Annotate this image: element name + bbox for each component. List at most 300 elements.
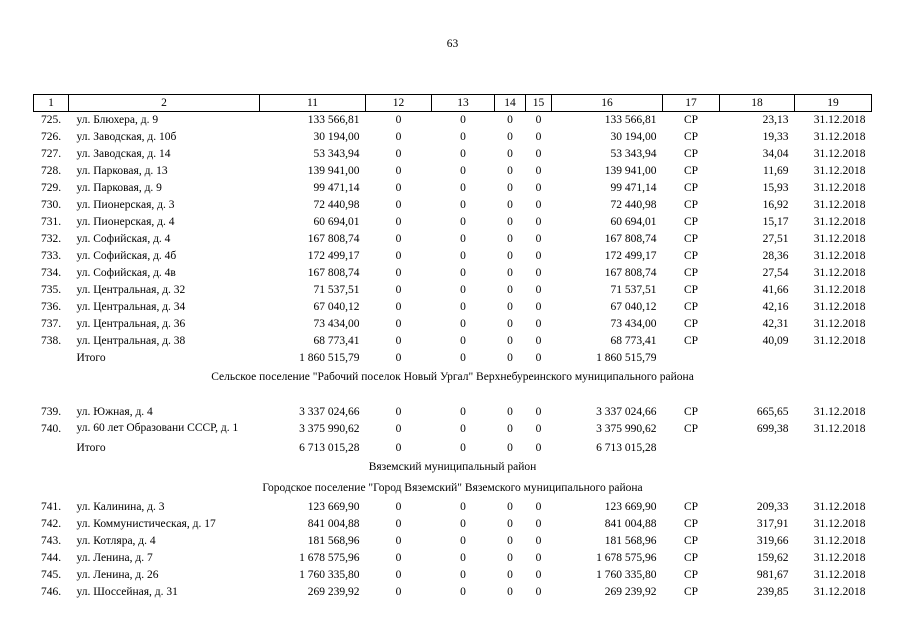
col-11-value: 181 568,96 <box>307 535 360 547</box>
col-11-value: 123 669,90 <box>307 501 360 513</box>
col-12-value: 0 <box>395 318 402 330</box>
col-13-value: 0 <box>460 552 466 564</box>
row-number: 726. <box>40 131 62 143</box>
col-11-value: 3 375 990,62 <box>299 423 360 435</box>
col-17-value: СР <box>683 114 699 126</box>
col-14-value: 0 <box>507 165 513 177</box>
address: ул. Пионерская, д. 4 <box>76 216 175 228</box>
col-18-value: 27,51 <box>762 233 789 245</box>
row-number: 727. <box>40 148 62 160</box>
address: ул. Парковая, д. 13 <box>76 165 168 177</box>
col-15-value: 0 <box>535 148 542 160</box>
col-17-value: СР <box>683 535 699 547</box>
col-13-value: 0 <box>460 352 466 364</box>
col-18-value: 42,16 <box>762 301 789 313</box>
column-header-18: 18 <box>720 95 795 112</box>
col-17-value: СР <box>683 406 699 418</box>
col-11-value: 167 808,74 <box>307 267 360 279</box>
col-19-value: 31.12.2018 <box>813 216 866 228</box>
col-13-value: 0 <box>460 501 466 513</box>
col-18-value: 209,33 <box>756 501 789 513</box>
col-15-value: 0 <box>535 199 542 211</box>
address: ул. Центральная, д. 34 <box>76 301 186 313</box>
col-12-value: 0 <box>395 335 402 347</box>
col-19-value: 31.12.2018 <box>813 284 866 296</box>
col-16-value: 3 337 024,66 <box>596 406 657 418</box>
table-body <box>34 112 872 602</box>
col-15-value: 0 <box>535 335 542 347</box>
col-16-value: 6 713 015,28 <box>596 442 657 454</box>
col-11-value: 6 713 015,28 <box>299 442 360 454</box>
col-11-value: 139 941,00 <box>307 165 360 177</box>
col-12-value: 0 <box>395 267 402 279</box>
col-13-value: 0 <box>460 301 466 313</box>
col-11-value: 71 537,51 <box>313 284 360 296</box>
col-19-value: 31.12.2018 <box>813 267 866 279</box>
col-13-value: 0 <box>460 250 466 262</box>
col-18-value: 699,38 <box>756 423 789 435</box>
col-17-value: СР <box>683 182 699 194</box>
row-number: 734. <box>40 267 62 279</box>
col-13-value: 0 <box>460 131 466 143</box>
col-14-value: 0 <box>507 284 513 296</box>
col-15-value: 0 <box>535 586 542 598</box>
page-number: 63 <box>446 38 459 50</box>
col-14-value: 0 <box>507 406 513 418</box>
col-12-value: 0 <box>395 165 402 177</box>
col-14-value: 0 <box>507 569 513 581</box>
col-17-value: СР <box>683 148 699 160</box>
col-14-value: 0 <box>507 199 513 211</box>
col-19-value: 31.12.2018 <box>813 318 866 330</box>
col-13-value: 0 <box>460 233 466 245</box>
col-18-value: 41,66 <box>762 284 789 296</box>
col-16-value: 30 194,00 <box>610 131 657 143</box>
row-number: 731. <box>40 216 62 228</box>
col-15-value: 0 <box>535 165 542 177</box>
col-11-value: 1 760 335,80 <box>299 569 360 581</box>
col-19-value: 31.12.2018 <box>813 501 866 513</box>
column-header-2: 2 <box>69 95 260 112</box>
address: ул. Парковая, д. 9 <box>76 182 162 194</box>
col-14-value: 0 <box>507 301 513 313</box>
col-18-value: 42,31 <box>762 318 789 330</box>
col-17-value <box>663 350 720 367</box>
col-16-value: 1 860 515,79 <box>596 352 657 364</box>
col-18-value: 11,69 <box>763 165 789 177</box>
row-number: 725. <box>40 114 62 126</box>
table-row <box>34 421 872 440</box>
col-14-value: 0 <box>507 442 513 454</box>
col-11-value: 73 434,00 <box>313 318 360 330</box>
col-11-value: 172 499,17 <box>307 250 360 262</box>
col-16-value: 269 239,92 <box>604 586 657 598</box>
table-row <box>34 333 872 350</box>
col-15-value: 0 <box>535 535 542 547</box>
col-16-value: 67 040,12 <box>610 301 657 313</box>
col-11-value: 72 440,98 <box>313 199 360 211</box>
col-15-value: 0 <box>535 442 542 454</box>
col-19-value: 31.12.2018 <box>813 552 866 564</box>
col-18-value: 23,13 <box>762 114 789 126</box>
col-19-value: 31.12.2018 <box>813 165 866 177</box>
address: ул. Пионерская, д. 3 <box>76 199 175 211</box>
col-14-value: 0 <box>507 552 513 564</box>
col-18-value: 19,33 <box>762 131 789 143</box>
col-19-value: 31.12.2018 <box>813 335 866 347</box>
col-14-value: 0 <box>507 518 513 530</box>
col-17-value: СР <box>683 518 699 530</box>
col-19-value: 31.12.2018 <box>813 535 866 547</box>
col-13-value: 0 <box>460 216 466 228</box>
col-19-value: 31.12.2018 <box>813 233 866 245</box>
col-19-value <box>795 350 872 367</box>
col-13-value: 0 <box>460 182 466 194</box>
col-19-value: 31.12.2018 <box>813 301 866 313</box>
section-heading: Городское поселение "Город Вяземский" Вяземского муниципального района <box>262 482 643 494</box>
column-header-14: 14 <box>495 95 526 112</box>
col-12-value: 0 <box>395 352 402 364</box>
col-16-value: 72 440,98 <box>610 199 657 211</box>
col-11-value: 167 808,74 <box>307 233 360 245</box>
col-14-value: 0 <box>507 335 513 347</box>
column-header-12: 12 <box>366 95 432 112</box>
address: ул. Блюхера, д. 9 <box>76 114 159 126</box>
col-15-value: 0 <box>535 301 542 313</box>
col-16-value: 1 760 335,80 <box>596 569 657 581</box>
col-13-value: 0 <box>460 406 466 418</box>
col-13-value: 0 <box>460 114 466 126</box>
col-15-value: 0 <box>535 406 542 418</box>
row-number: 733. <box>40 250 62 262</box>
row-number: 741. <box>40 501 62 513</box>
row-number: 736. <box>40 301 62 313</box>
address: ул. Заводская, д. 14 <box>76 148 171 160</box>
col-14-value: 0 <box>507 586 513 598</box>
col-18-value: 15,17 <box>762 216 789 228</box>
col-12-value: 0 <box>395 199 402 211</box>
col-11-value: 133 566,81 <box>307 114 360 126</box>
col-17-value: СР <box>683 250 699 262</box>
col-11-value: 99 471,14 <box>313 182 360 194</box>
table-row <box>34 180 872 197</box>
col-12-value: 0 <box>395 586 402 598</box>
col-16-value: 73 434,00 <box>610 318 657 330</box>
col-15-value: 0 <box>535 569 542 581</box>
address: ул. Заводская, д. 10б <box>76 131 177 143</box>
table-row <box>34 550 872 567</box>
row-number: 742. <box>40 518 62 530</box>
col-13-value: 0 <box>460 569 466 581</box>
col-19-value <box>795 440 872 457</box>
col-13-value: 0 <box>460 335 466 347</box>
col-14-value: 0 <box>507 216 513 228</box>
col-19-value: 31.12.2018 <box>813 199 866 211</box>
column-header-13: 13 <box>432 95 495 112</box>
column-header-11: 11 <box>260 95 366 112</box>
col-14-value: 0 <box>507 182 513 194</box>
col-14-value: 0 <box>507 501 513 513</box>
col-13-value: 0 <box>460 165 466 177</box>
col-14-value: 0 <box>507 131 513 143</box>
col-15-value: 0 <box>535 518 542 530</box>
col-15-value: 0 <box>535 182 542 194</box>
col-15-value: 0 <box>535 114 542 126</box>
col-13-value: 0 <box>460 148 466 160</box>
col-18-value: 28,36 <box>762 250 789 262</box>
col-12-value: 0 <box>395 216 402 228</box>
col-14-value: 0 <box>507 352 513 364</box>
table-row <box>34 265 872 282</box>
col-13-value: 0 <box>460 199 466 211</box>
col-15-value: 0 <box>535 131 542 143</box>
col-16-value: 123 669,90 <box>604 501 657 513</box>
col-11-value: 3 337 024,66 <box>299 406 360 418</box>
address: Итого <box>76 352 106 364</box>
row-number <box>34 440 69 457</box>
col-14-value: 0 <box>507 318 513 330</box>
table-row <box>34 129 872 146</box>
address: ул. Котляра, д. 4 <box>76 535 156 547</box>
col-17-value: СР <box>683 165 699 177</box>
address: ул. Софийская, д. 4б <box>76 250 177 262</box>
address: ул. Центральная, д. 32 <box>76 284 186 296</box>
col-19-value: 31.12.2018 <box>813 423 866 435</box>
col-18-value <box>720 440 795 457</box>
column-header-19: 19 <box>795 95 872 112</box>
col-12-value: 0 <box>395 182 402 194</box>
col-14-value: 0 <box>507 267 513 279</box>
col-11-value: 68 773,41 <box>313 335 360 347</box>
table-row <box>34 533 872 550</box>
col-12-value: 0 <box>395 552 402 564</box>
col-15-value: 0 <box>535 284 542 296</box>
col-15-value: 0 <box>535 552 542 564</box>
col-15-value: 0 <box>535 250 542 262</box>
row-number: 728. <box>40 165 62 177</box>
col-12-value: 0 <box>395 442 402 454</box>
col-19-value: 31.12.2018 <box>813 114 866 126</box>
address: ул. Ленина, д. 7 <box>76 552 153 564</box>
col-16-value: 1 678 575,96 <box>596 552 657 564</box>
col-11-value: 1 860 515,79 <box>299 352 360 364</box>
col-14-value: 0 <box>507 535 513 547</box>
col-16-value: 71 537,51 <box>610 284 657 296</box>
col-15-value: 0 <box>535 318 542 330</box>
col-12-value: 0 <box>395 518 402 530</box>
address: ул. Софийская, д. 4в <box>76 267 176 279</box>
address: ул. 60 лет Образовани СССР, д. 1 <box>76 422 239 434</box>
section-heading-row <box>34 367 872 388</box>
row-number: 730. <box>40 199 62 211</box>
col-17-value: СР <box>683 267 699 279</box>
col-18-value: 239,85 <box>756 586 789 598</box>
table-row <box>34 516 872 533</box>
col-18-value: 16,92 <box>762 199 789 211</box>
col-19-value: 31.12.2018 <box>813 148 866 160</box>
column-header-16: 16 <box>552 95 663 112</box>
col-19-value: 31.12.2018 <box>813 182 866 194</box>
column-header-15: 15 <box>526 95 552 112</box>
address: Итого <box>76 442 106 454</box>
col-11-value: 841 004,88 <box>307 518 360 530</box>
row-number: 740. <box>40 423 62 435</box>
col-11-value: 269 239,92 <box>307 586 360 598</box>
address: ул. Ленина, д. 26 <box>76 569 159 581</box>
table-row <box>34 248 872 265</box>
col-17-value: СР <box>683 233 699 245</box>
table-row <box>34 146 872 163</box>
col-12-value: 0 <box>395 250 402 262</box>
row-number: 735. <box>40 284 62 296</box>
col-17-value: СР <box>683 284 699 296</box>
col-12-value: 0 <box>395 501 402 513</box>
col-14-value: 0 <box>507 114 513 126</box>
col-16-value: 181 568,96 <box>604 535 657 547</box>
row-number: 738. <box>40 335 62 347</box>
table-row <box>34 163 872 180</box>
col-17-value: СР <box>683 569 699 581</box>
address: ул. Центральная, д. 38 <box>76 335 186 347</box>
col-17-value: СР <box>683 301 699 313</box>
address: ул. Калинина, д. 3 <box>76 501 165 513</box>
col-16-value: 167 808,74 <box>604 233 657 245</box>
col-16-value: 172 499,17 <box>604 250 657 262</box>
col-16-value: 841 004,88 <box>604 518 657 530</box>
col-19-value: 31.12.2018 <box>813 569 866 581</box>
col-12-value: 0 <box>395 301 402 313</box>
col-16-value: 3 375 990,62 <box>596 423 657 435</box>
col-18-value: 981,67 <box>756 569 789 581</box>
column-header-17: 17 <box>663 95 720 112</box>
total-row <box>34 350 872 367</box>
col-16-value: 53 343,94 <box>610 148 657 160</box>
col-11-value: 30 194,00 <box>313 131 360 143</box>
col-11-value: 1 678 575,96 <box>299 552 360 564</box>
col-12-value: 0 <box>395 423 402 435</box>
row-number: 739. <box>40 406 62 418</box>
col-14-value: 0 <box>507 233 513 245</box>
col-12-value: 0 <box>395 114 402 126</box>
col-12-value: 0 <box>395 284 402 296</box>
register-table-container <box>33 94 871 601</box>
row-number: 743. <box>40 535 62 547</box>
col-12-value: 0 <box>395 569 402 581</box>
col-17-value: СР <box>683 318 699 330</box>
col-16-value: 167 808,74 <box>604 267 657 279</box>
col-17-value: СР <box>683 335 699 347</box>
section-heading: Сельское поселение "Рабочий поселок Новый Ургал" Верхнебуреинского муниципального района <box>211 371 694 383</box>
col-17-value: СР <box>683 216 699 228</box>
col-11-value: 60 694,01 <box>313 216 360 228</box>
table-row <box>34 404 872 421</box>
table-row <box>34 499 872 516</box>
col-17-value: СР <box>683 501 699 513</box>
col-12-value: 0 <box>395 535 402 547</box>
col-12-value: 0 <box>395 148 402 160</box>
address: ул. Центральная, д. 36 <box>76 318 186 330</box>
row-number: 745. <box>40 569 62 581</box>
row-number: 744. <box>40 552 62 564</box>
col-12-value: 0 <box>395 233 402 245</box>
spacer-row <box>34 388 872 404</box>
col-14-value: 0 <box>507 250 513 262</box>
spacer-cell <box>34 388 872 404</box>
col-11-value: 67 040,12 <box>313 301 360 313</box>
col-15-value: 0 <box>535 233 542 245</box>
col-12-value: 0 <box>395 131 402 143</box>
col-19-value: 31.12.2018 <box>813 406 866 418</box>
col-13-value: 0 <box>460 267 466 279</box>
col-19-value: 31.12.2018 <box>813 586 866 598</box>
address: ул. Южная, д. 4 <box>76 406 153 418</box>
table-row <box>34 112 872 130</box>
section-heading: Вяземский муниципальный район <box>368 461 537 473</box>
col-16-value: 60 694,01 <box>610 216 657 228</box>
row-number: 729. <box>40 182 62 194</box>
section-heading-row <box>34 457 872 478</box>
col-19-value: 31.12.2018 <box>813 518 866 530</box>
col-18-value: 159,62 <box>756 552 789 564</box>
col-12-value: 0 <box>395 406 402 418</box>
col-19-value: 31.12.2018 <box>813 131 866 143</box>
col-16-value: 99 471,14 <box>610 182 657 194</box>
table-row <box>34 316 872 333</box>
col-18-value: 665,65 <box>756 406 789 418</box>
col-17-value: СР <box>683 552 699 564</box>
col-15-value: 0 <box>535 267 542 279</box>
table-row <box>34 567 872 584</box>
col-13-value: 0 <box>460 318 466 330</box>
address: ул. Софийская, д. 4 <box>76 233 171 245</box>
col-13-value: 0 <box>460 442 466 454</box>
table-row <box>34 231 872 248</box>
col-14-value: 0 <box>507 423 513 435</box>
col-16-value: 139 941,00 <box>604 165 657 177</box>
column-header-1: 1 <box>34 95 69 112</box>
column-header-row <box>34 95 872 112</box>
col-18-value <box>720 350 795 367</box>
address: ул. Шоссейная, д. 31 <box>76 586 178 598</box>
col-13-value: 0 <box>460 284 466 296</box>
register-table <box>33 94 872 601</box>
table-row <box>34 282 872 299</box>
table-row <box>34 299 872 316</box>
table-row <box>34 584 872 601</box>
col-13-value: 0 <box>460 535 466 547</box>
col-18-value: 27,54 <box>762 267 789 279</box>
table-row <box>34 214 872 231</box>
col-17-value <box>663 440 720 457</box>
col-16-value: 68 773,41 <box>610 335 657 347</box>
address: ул. Коммунистическая, д. 17 <box>76 518 216 530</box>
col-13-value: 0 <box>460 586 466 598</box>
col-11-value: 53 343,94 <box>313 148 360 160</box>
col-14-value: 0 <box>507 148 513 160</box>
col-13-value: 0 <box>460 518 466 530</box>
col-18-value: 319,66 <box>756 535 789 547</box>
col-18-value: 15,93 <box>762 182 789 194</box>
col-16-value: 133 566,81 <box>604 114 657 126</box>
section-heading-row <box>34 478 872 499</box>
row-number: 746. <box>40 586 62 598</box>
total-row <box>34 440 872 457</box>
row-number: 732. <box>40 233 62 245</box>
col-18-value: 40,09 <box>762 335 789 347</box>
col-13-value: 0 <box>460 423 466 435</box>
col-19-value: 31.12.2018 <box>813 250 866 262</box>
row-number <box>34 350 69 367</box>
